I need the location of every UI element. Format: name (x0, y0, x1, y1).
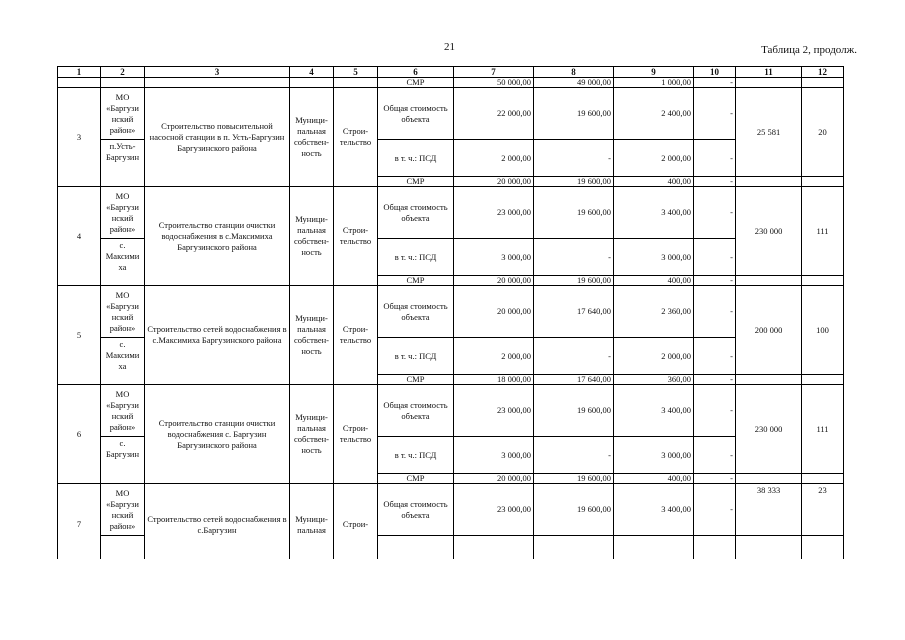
locality: с. Баргузин (101, 437, 145, 484)
value-cell: - (694, 239, 736, 276)
locality: с. Максими ха (101, 239, 145, 286)
cost-label: СМР (378, 78, 454, 88)
value-cell: 1 000,00 (614, 78, 694, 88)
work-type: Строи-тельство (334, 286, 378, 385)
cost-label: в т. ч.: ПСД (378, 437, 454, 474)
value-cell: 50 000,00 (454, 78, 534, 88)
project-name: Строительство сетей водоснабжения в с.Баргузин (145, 484, 290, 560)
carry-over-row (58, 78, 844, 88)
value-cell: - (694, 78, 736, 88)
value-cell: 2 360,00 (614, 286, 694, 338)
value-cell: - (694, 338, 736, 375)
value-cell: 19 600,00 (534, 385, 614, 437)
value-cell: 3 000,00 (614, 437, 694, 474)
column-header: 10 (694, 67, 736, 78)
projects-table (57, 66, 844, 559)
column-header: 5 (334, 67, 378, 78)
value-cell: 3 000,00 (454, 437, 534, 474)
project-name: Строительство станции очистки водоснабжения с. Баргузин Баргузинского района (145, 385, 290, 484)
value-cell: 17 640,00 (534, 286, 614, 338)
value-cell: - (694, 88, 736, 140)
value-cell: - (694, 385, 736, 437)
municipality: МО «Баргузи нский район» (101, 385, 145, 437)
work-type: Строи-тельство (334, 187, 378, 286)
value-cell: 20 000,00 (454, 177, 534, 187)
value-cell: - (694, 437, 736, 474)
table-row (58, 88, 844, 140)
value-cell: - (694, 276, 736, 286)
ownership: Муници-пальная собствен-ность (290, 187, 334, 286)
municipality: МО «Баргузи нский район» (101, 286, 145, 338)
column-header: 2 (101, 67, 145, 78)
column-header: 11 (736, 67, 802, 78)
value-cell: 400,00 (614, 177, 694, 187)
value-cell: 19 600,00 (534, 187, 614, 239)
value-cell: 2 000,00 (454, 140, 534, 177)
value-cell: 23 000,00 (454, 187, 534, 239)
value-cell: - (694, 187, 736, 239)
value-cell: - (534, 338, 614, 375)
cost-label: Общая стоимость объекта (378, 187, 454, 239)
locality: п.Усть-Баргузин (101, 140, 145, 187)
value-cell: 400,00 (614, 474, 694, 484)
value-cell: 2 400,00 (614, 88, 694, 140)
value-cell: 20 000,00 (454, 286, 534, 338)
column-header: 12 (802, 67, 844, 78)
value-cell: 19 600,00 (534, 474, 614, 484)
row-number: 3 (58, 88, 101, 187)
column-header: 4 (290, 67, 334, 78)
project-name: Строительство повысительной насосной станции в п. Усть-Баргузин Баргузинского района (145, 88, 290, 187)
column-header: 9 (614, 67, 694, 78)
value-cell: 20 000,00 (454, 276, 534, 286)
value-cell: 2 000,00 (614, 338, 694, 375)
capacity: 25 581 (736, 88, 802, 177)
page-number: 21 (444, 41, 455, 53)
value-cell: 19 600,00 (534, 484, 614, 536)
column-header: 1 (58, 67, 101, 78)
cost-label: Общая стоимость объекта (378, 88, 454, 140)
value-cell: - (534, 140, 614, 177)
project-name: Строительство сетей водоснабжения в с.Максимиха Баргузинского района (145, 286, 290, 385)
table-viewport (57, 66, 846, 559)
column-header: 8 (534, 67, 614, 78)
value-cell: 23 000,00 (454, 385, 534, 437)
value-cell: 19 600,00 (534, 177, 614, 187)
capacity: 230 000 (736, 187, 802, 276)
count: 23 (802, 484, 844, 536)
capacity: 230 000 (736, 385, 802, 474)
cost-label: Общая стоимость объекта (378, 484, 454, 536)
value-cell: 3 000,00 (614, 239, 694, 276)
value-cell: - (534, 239, 614, 276)
value-cell: 18 000,00 (454, 375, 534, 385)
value-cell: 3 400,00 (614, 484, 694, 536)
column-header: 3 (145, 67, 290, 78)
value-cell: 400,00 (614, 276, 694, 286)
value-cell: 360,00 (614, 375, 694, 385)
table-row (58, 187, 844, 239)
row-number: 4 (58, 187, 101, 286)
row-number: 5 (58, 286, 101, 385)
value-cell: 3 000,00 (454, 239, 534, 276)
table-row (58, 484, 844, 536)
cost-label: СМР (378, 474, 454, 484)
column-header: 7 (454, 67, 534, 78)
cost-label: Общая стоимость объекта (378, 286, 454, 338)
cost-label: в т. ч.: ПСД (378, 338, 454, 375)
value-cell: 23 000,00 (454, 484, 534, 536)
value-cell: 22 000,00 (454, 88, 534, 140)
table-row (58, 286, 844, 338)
value-cell: - (694, 286, 736, 338)
work-type: Строи-тельство (334, 88, 378, 187)
work-type: Строи-тельство (334, 385, 378, 484)
value-cell: 19 600,00 (534, 276, 614, 286)
municipality: МО «Баргузи нский район» (101, 484, 145, 536)
ownership: Муници-пальная (290, 484, 334, 560)
cost-label: СМР (378, 177, 454, 187)
value-cell: 2 000,00 (614, 140, 694, 177)
municipality: МО «Баргузи нский район» (101, 88, 145, 140)
count: 100 (802, 286, 844, 375)
value-cell: 17 640,00 (534, 375, 614, 385)
ownership: Муници-пальная собствен-ность (290, 286, 334, 385)
ownership: Муници-пальная собствен-ность (290, 88, 334, 187)
project-name: Строительство станции очистки водоснабжения в с.Максимиха Баргузинского района (145, 187, 290, 286)
municipality: МО «Баргузи нский район» (101, 187, 145, 239)
column-header: 6 (378, 67, 454, 78)
value-cell: - (694, 474, 736, 484)
table-caption: Таблица 2, продолж. (761, 44, 857, 56)
value-cell: 3 400,00 (614, 187, 694, 239)
value-cell: - (694, 375, 736, 385)
ownership: Муници-пальная собствен-ность (290, 385, 334, 484)
cost-label: в т. ч.: ПСД (378, 239, 454, 276)
work-type: Строи- (334, 484, 378, 560)
count: 111 (802, 187, 844, 276)
header-row (58, 67, 844, 78)
value-cell: - (694, 140, 736, 177)
value-cell: 20 000,00 (454, 474, 534, 484)
value-cell: 49 000,00 (534, 78, 614, 88)
value-cell: 3 400,00 (614, 385, 694, 437)
value-cell: - (694, 484, 736, 536)
value-cell: 19 600,00 (534, 88, 614, 140)
row-number: 6 (58, 385, 101, 484)
table-row (58, 385, 844, 437)
value-cell: - (694, 177, 736, 187)
capacity: 200 000 (736, 286, 802, 375)
count: 111 (802, 385, 844, 474)
count: 20 (802, 88, 844, 177)
cost-label: в т. ч.: ПСД (378, 140, 454, 177)
row-number: 7 (58, 484, 101, 560)
value-cell: 2 000,00 (454, 338, 534, 375)
cost-label: Общая стоимость объекта (378, 385, 454, 437)
cost-label: СМР (378, 375, 454, 385)
capacity: 38 333 (736, 484, 802, 536)
cost-label: СМР (378, 276, 454, 286)
value-cell: - (534, 437, 614, 474)
locality: с. Максими ха (101, 338, 145, 385)
